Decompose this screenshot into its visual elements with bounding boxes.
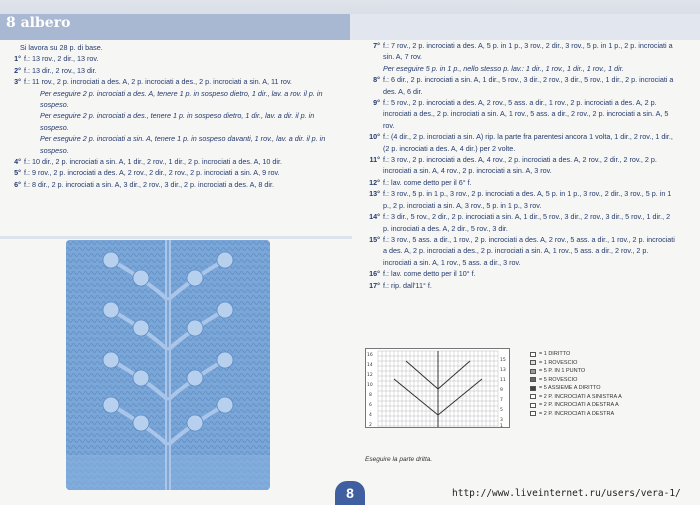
chart-row-label-right: 9 [500, 388, 503, 393]
chart-row-label-left: 10 [367, 383, 373, 388]
divider [0, 236, 352, 239]
row-text: f.: (4 dir., 2 p. incrociati a sin. A) rip. la parte fra parentesi ancora 1 volta, 1 dir., 2 rov., 1 dir., (2 p. incrociati a des. A, 4 dir.) per 2 volte. [383, 132, 673, 153]
legend-item [530, 401, 622, 410]
legend-swatch-icon [530, 352, 536, 357]
row-number: 4° [14, 157, 21, 167]
legend-item [530, 410, 622, 419]
row-9 [365, 97, 675, 131]
chart-row-label-right: 1 [500, 424, 503, 429]
instructions-left [6, 42, 341, 190]
row-text: f.: 7 rov., 2 p. incrociati a des. A, 5 p. in 1 p., 3 rov., 2 dir., 3 rov., 5 p. in 1 p., 2 p. incrociati a sin. A, 7 rov. [383, 41, 673, 62]
row-list-1 [6, 53, 341, 87]
row-2 [6, 65, 341, 76]
row-3 [6, 76, 341, 87]
row-13 [365, 188, 675, 211]
legend-label: = 5 P. IN 1 PUNTO [539, 368, 586, 374]
row-6 [6, 179, 341, 190]
chart-row-label-left: 6 [369, 403, 372, 408]
chart-row-label-left: 4 [369, 413, 372, 418]
row-number: 14° [369, 212, 380, 222]
section-title: 8 albero [6, 15, 71, 31]
chart-row-label-left: 8 [369, 393, 372, 398]
note-2: Per eseguire 2 p. incrociati a des., tenere 1 p. in sospeso dietro, 1 dir., lav. a dir. il p. in sospeso. [40, 111, 315, 132]
chart-row-label-left: 14 [367, 363, 373, 368]
legend-label: = 5 ROVESCIO [539, 376, 578, 383]
row-text: f.: 3 rov., 2 p. incrociati a des. A, 4 rov., 2 p. incrociati a des. A, 2 rov., 2 dir., 2 rov., 2 p. incrociati a sin. A, 4 rov., 2 p. incrociati a sin. A, 3 rov. [383, 155, 657, 176]
legend-swatch-icon [530, 394, 536, 399]
legend-swatch-icon [530, 360, 536, 365]
row-text: f.: 3 dir., 5 rov., 2 dir., 2 p. incrociati a sin. A, 1 dir., 5 rov., 3 dir., 2 rov., 3 dir., 5 rov., 1 dir., 2 p. incrociati a des. A, 2 dir., 5 rov., 3 dir. [383, 212, 671, 233]
row-1 [6, 53, 341, 64]
knitted-swatch-photo [66, 240, 270, 490]
row-14 [365, 211, 675, 234]
chart-legend [530, 350, 622, 418]
note-3: Per eseguire 2 p. incrociati a sin. A, tenere 1 p. in sospeso davanti, 1 rov., lav. a dir. il p. in sospeso. [40, 134, 326, 155]
row-8 [365, 74, 675, 97]
row-text: f.: 5 rov., 2 p. incrociati a des. A, 2 rov., 5 ass. a dir., 1 rov., 2 p. incrociati a des. A, 2 p. incrociati a des., 2 p. incrociati a sin. A, 1 rov., 5 ass. a dir., 2 rov., 2 p. incrociati a sin. A, 5 rov. [383, 98, 669, 130]
row-text: f.: 6 dir., 2 p. incrociati a sin. A, 1 dir., 5 rov., 3 dir., 2 rov., 3 dir., 5 rov., 1 dir., 2 p. incrociati a des. A, 6 dir. [383, 75, 674, 96]
legend-label: = 2 P. INCROCIATI A SINISTRA A [539, 393, 622, 400]
legend-item [530, 367, 622, 376]
legend-item [530, 350, 622, 359]
right-header-band [350, 14, 700, 40]
row-text: f.: rip. dall'11° f. [383, 280, 432, 290]
swatch-illustration [66, 240, 270, 490]
row-number: 15° [369, 234, 380, 244]
chart-row-label-right: 13 [500, 368, 506, 373]
row-text: f.: lav. come detto per il 10° f. [383, 269, 476, 279]
knitting-chart [365, 348, 510, 428]
row-4 [6, 156, 341, 167]
chart-row-label-right: 7 [500, 398, 503, 403]
row-7 [365, 40, 675, 63]
title-banner [0, 14, 350, 40]
row-text: f.: 13 dir., 2 rov., 13 dir. [24, 65, 97, 75]
legend-swatch-icon [530, 369, 536, 374]
row-text: f.: 13 rov., 2 dir., 13 rov. [24, 54, 99, 64]
row-number: 8° [373, 75, 380, 85]
row-5 [6, 167, 341, 178]
legend-swatch-icon [530, 386, 536, 391]
row-number: 7° [373, 41, 380, 50]
row-text: f.: 3 rov., 5 p. in 1 p., 3 rov., 2 p. incrociati a des. A, 5 p. in 1 p., 3 rov., 2 dir., 3 rov., 5 p. in 1 p., 2 p. incrociati a sin. A, 3 rov., 5 p. in 1 p., 3 rov. [383, 189, 672, 210]
row-text: f.: 11 rov., 2 p. incrociati a des. A, 2 p. incrociati a des., 2 p. incrociati a sin. A, 11 rov. [24, 77, 292, 87]
row-number: 10° [369, 132, 380, 142]
chart-grid [366, 349, 511, 429]
row-number: 3° [14, 77, 21, 87]
legend-label: = 1 DIRITTO [539, 351, 571, 357]
row-text: Per eseguire 5 p. in 1 p., nello stesso p. lav.: 1 dir., 1 rov., 1 dir., 1 rov., 1 dir. [383, 63, 624, 73]
row-number: 11° [369, 155, 380, 165]
row-number: 5° [14, 168, 21, 178]
chart-row-label-right: 11 [500, 378, 506, 383]
chart-row-label-left: 12 [367, 373, 373, 378]
row-7-note [365, 63, 675, 74]
chart-row-label-right: 5 [500, 408, 503, 413]
row-text: f.: 3 rov., 5 ass. a dir., 1 rov., 2 p. incrociati a des. A, 2 rov., 5 ass. a dir., 1 rov., 2 p. incrociati a des. A, 2 p. incrociati a des., 2 p. incrociati a sin. A, 1 rov., 5 ass. a dir., 2 rov., 2 p. incrociati a sin. A, 1 rov., 5 ass. a dir., 3 rov. [383, 234, 675, 267]
legend-label: = 5 ASSIEME A DIRITTO [539, 385, 601, 391]
row-number: 16° [369, 269, 380, 279]
legend-item [530, 376, 622, 385]
chart-row-label-left: 16 [367, 353, 373, 358]
row-text: f.: lav. come detto per il 6° f. [383, 177, 472, 187]
legend-swatch-icon [530, 403, 536, 408]
row-text: f.: 9 rov., 2 p. incrociati a des. A, 2 rov., 2 dir., 2 rov., 2 p. incrociati a sin. A, 9 rov. [24, 168, 280, 178]
legend-label: = 2 P. INCROCIATI A DESTRA A [539, 402, 619, 408]
chart-row-label-right: 15 [500, 358, 506, 363]
row-12 [365, 177, 675, 188]
row-number [365, 63, 383, 74]
chart-row-label-left: 2 [369, 423, 372, 428]
row-text: f.: 10 dir., 2 p. incrociati a sin. A, 1 dir., 2 rov., 1 dir., 2 p. incrociati a des. A, 10 dir. [24, 157, 282, 167]
row-number: 1° [14, 54, 21, 64]
row-16 [365, 268, 675, 279]
row-number: 12° [369, 177, 380, 187]
intro-text: Si lavora su 28 p. di base. [20, 43, 103, 52]
row-10 [365, 131, 675, 154]
legend-item [530, 359, 622, 368]
row-number: 9° [373, 98, 380, 108]
legend-label: = 2 P. INCROCIATI A DESTRA [539, 410, 615, 417]
legend-swatch-icon [530, 411, 536, 416]
page-number: 8 [335, 481, 365, 505]
legend-item [530, 393, 622, 402]
row-11 [365, 154, 675, 177]
row-17 [365, 280, 675, 291]
row-number: 6° [14, 179, 21, 189]
chart-caption: Eseguire la parte dritta. [365, 456, 433, 463]
legend-item [530, 384, 622, 393]
note-1: Per eseguire 2 p. incrociati a des. A, tenere 1 p. in sospeso dietro, 1 dir., lav. a rov. il p. in sospeso. [40, 88, 323, 110]
row-number: 13° [369, 189, 380, 199]
instructions-right [365, 40, 675, 291]
chart-row-label-right: 3 [500, 418, 503, 423]
row-number: 17° [369, 280, 380, 290]
row-number: 2° [14, 65, 21, 75]
legend-label: = 1 ROVESCIO [539, 359, 578, 366]
row-text: f.: 8 dir., 2 p. incrociati a sin. A, 3 dir., 2 rov., 3 dir., 2 p. incrociati a des. A, 8 dir. [24, 179, 274, 189]
watermark-url: http://www.liveinternet.ru/users/vera-1/ [452, 488, 681, 499]
row-15 [365, 234, 675, 268]
legend-swatch-icon [530, 377, 536, 382]
